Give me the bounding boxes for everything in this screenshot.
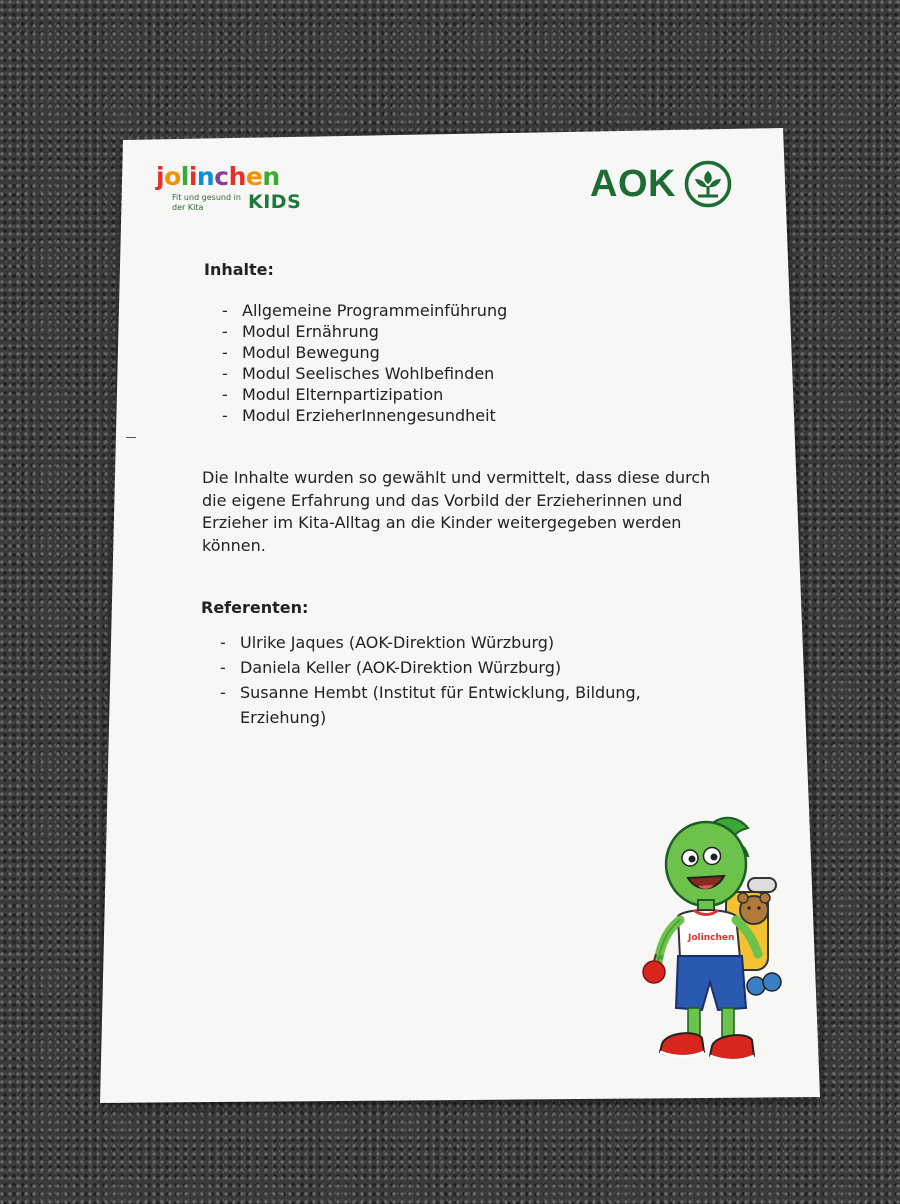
inhalte-item-text: Modul Ernährung — [242, 322, 379, 341]
inhalte-item — [222, 384, 507, 405]
list-dash: - — [222, 343, 228, 362]
aok-logo — [590, 160, 732, 208]
referent-item-text: Daniela Keller (AOK-Direktion Würzburg) — [240, 658, 562, 677]
jolinchen-letter: i — [188, 162, 197, 191]
inhalte-item — [222, 321, 507, 342]
jolinchen-letter: l — [180, 162, 189, 191]
jolinchen-kids-label: KIDS — [248, 191, 302, 213]
jolinchen-letter: h — [228, 162, 246, 191]
jolinchen-kids-logo — [156, 162, 302, 218]
inhalte-item — [222, 342, 507, 363]
list-dash: - — [220, 658, 226, 677]
referent-item-text: Susanne Hembt (Institut für Entwicklung, Bildung, Erziehung) — [240, 683, 641, 727]
list-dash: - — [222, 385, 228, 404]
referent-item — [220, 655, 700, 680]
inhalte-item-text: Allgemeine Programmeinführung — [242, 301, 508, 320]
inhalte-item-text: Modul ErzieherInnengesundheit — [242, 406, 496, 425]
jolinchen-letter: e — [245, 162, 263, 191]
aok-wordmark: AOK — [590, 163, 676, 205]
referenten-list — [220, 630, 700, 730]
mascot-shirt-text: Jolinchen — [688, 933, 735, 943]
jolinchen-mascot-icon — [636, 812, 786, 1074]
jolinchen-letter: j — [156, 162, 165, 191]
jolinchen-letter: c — [214, 162, 229, 191]
description-paragraph: Die Inhalte wurden so gewählt und vermittelt, dass diese durch die eigene Erfahrung und das Vorbild der Erzieherinnen und Erzieher im Kita-Alltag an die Kinder weitergegeben werden können. — [202, 468, 711, 555]
inhalte-item-text: Modul Bewegung — [242, 343, 380, 362]
jolinchen-wordmark — [156, 162, 280, 192]
inhalte-item-text: Modul Elternpartizipation — [242, 385, 444, 404]
list-dash: - — [220, 683, 226, 702]
referent-item — [220, 630, 700, 655]
aok-tree-emblem-icon — [684, 160, 732, 208]
list-dash: - — [222, 364, 228, 383]
inhalte-list — [222, 300, 507, 426]
list-dash: - — [222, 406, 228, 425]
inhalte-heading: Inhalte: — [204, 260, 274, 279]
list-dash: - — [222, 322, 228, 341]
jolinchen-letter: o — [164, 162, 181, 191]
referenten-heading: Referenten: — [201, 598, 309, 617]
jolinchen-letter: n — [196, 162, 215, 191]
referent-item — [220, 680, 700, 730]
inhalte-item — [222, 405, 507, 426]
referent-item-text: Ulrike Jaques (AOK-Direktion Würzburg) — [240, 633, 555, 652]
list-dash: - — [222, 301, 228, 320]
margin-mark — [126, 437, 136, 438]
inhalte-item — [222, 300, 507, 321]
list-dash: - — [220, 633, 226, 652]
inhalte-item-text: Modul Seelisches Wohlbefinden — [242, 364, 495, 383]
jolinchen-tagline: Fit und gesund in der Kita — [172, 193, 241, 212]
jolinchen-letter: n — [262, 162, 280, 191]
inhalte-item — [222, 363, 507, 384]
